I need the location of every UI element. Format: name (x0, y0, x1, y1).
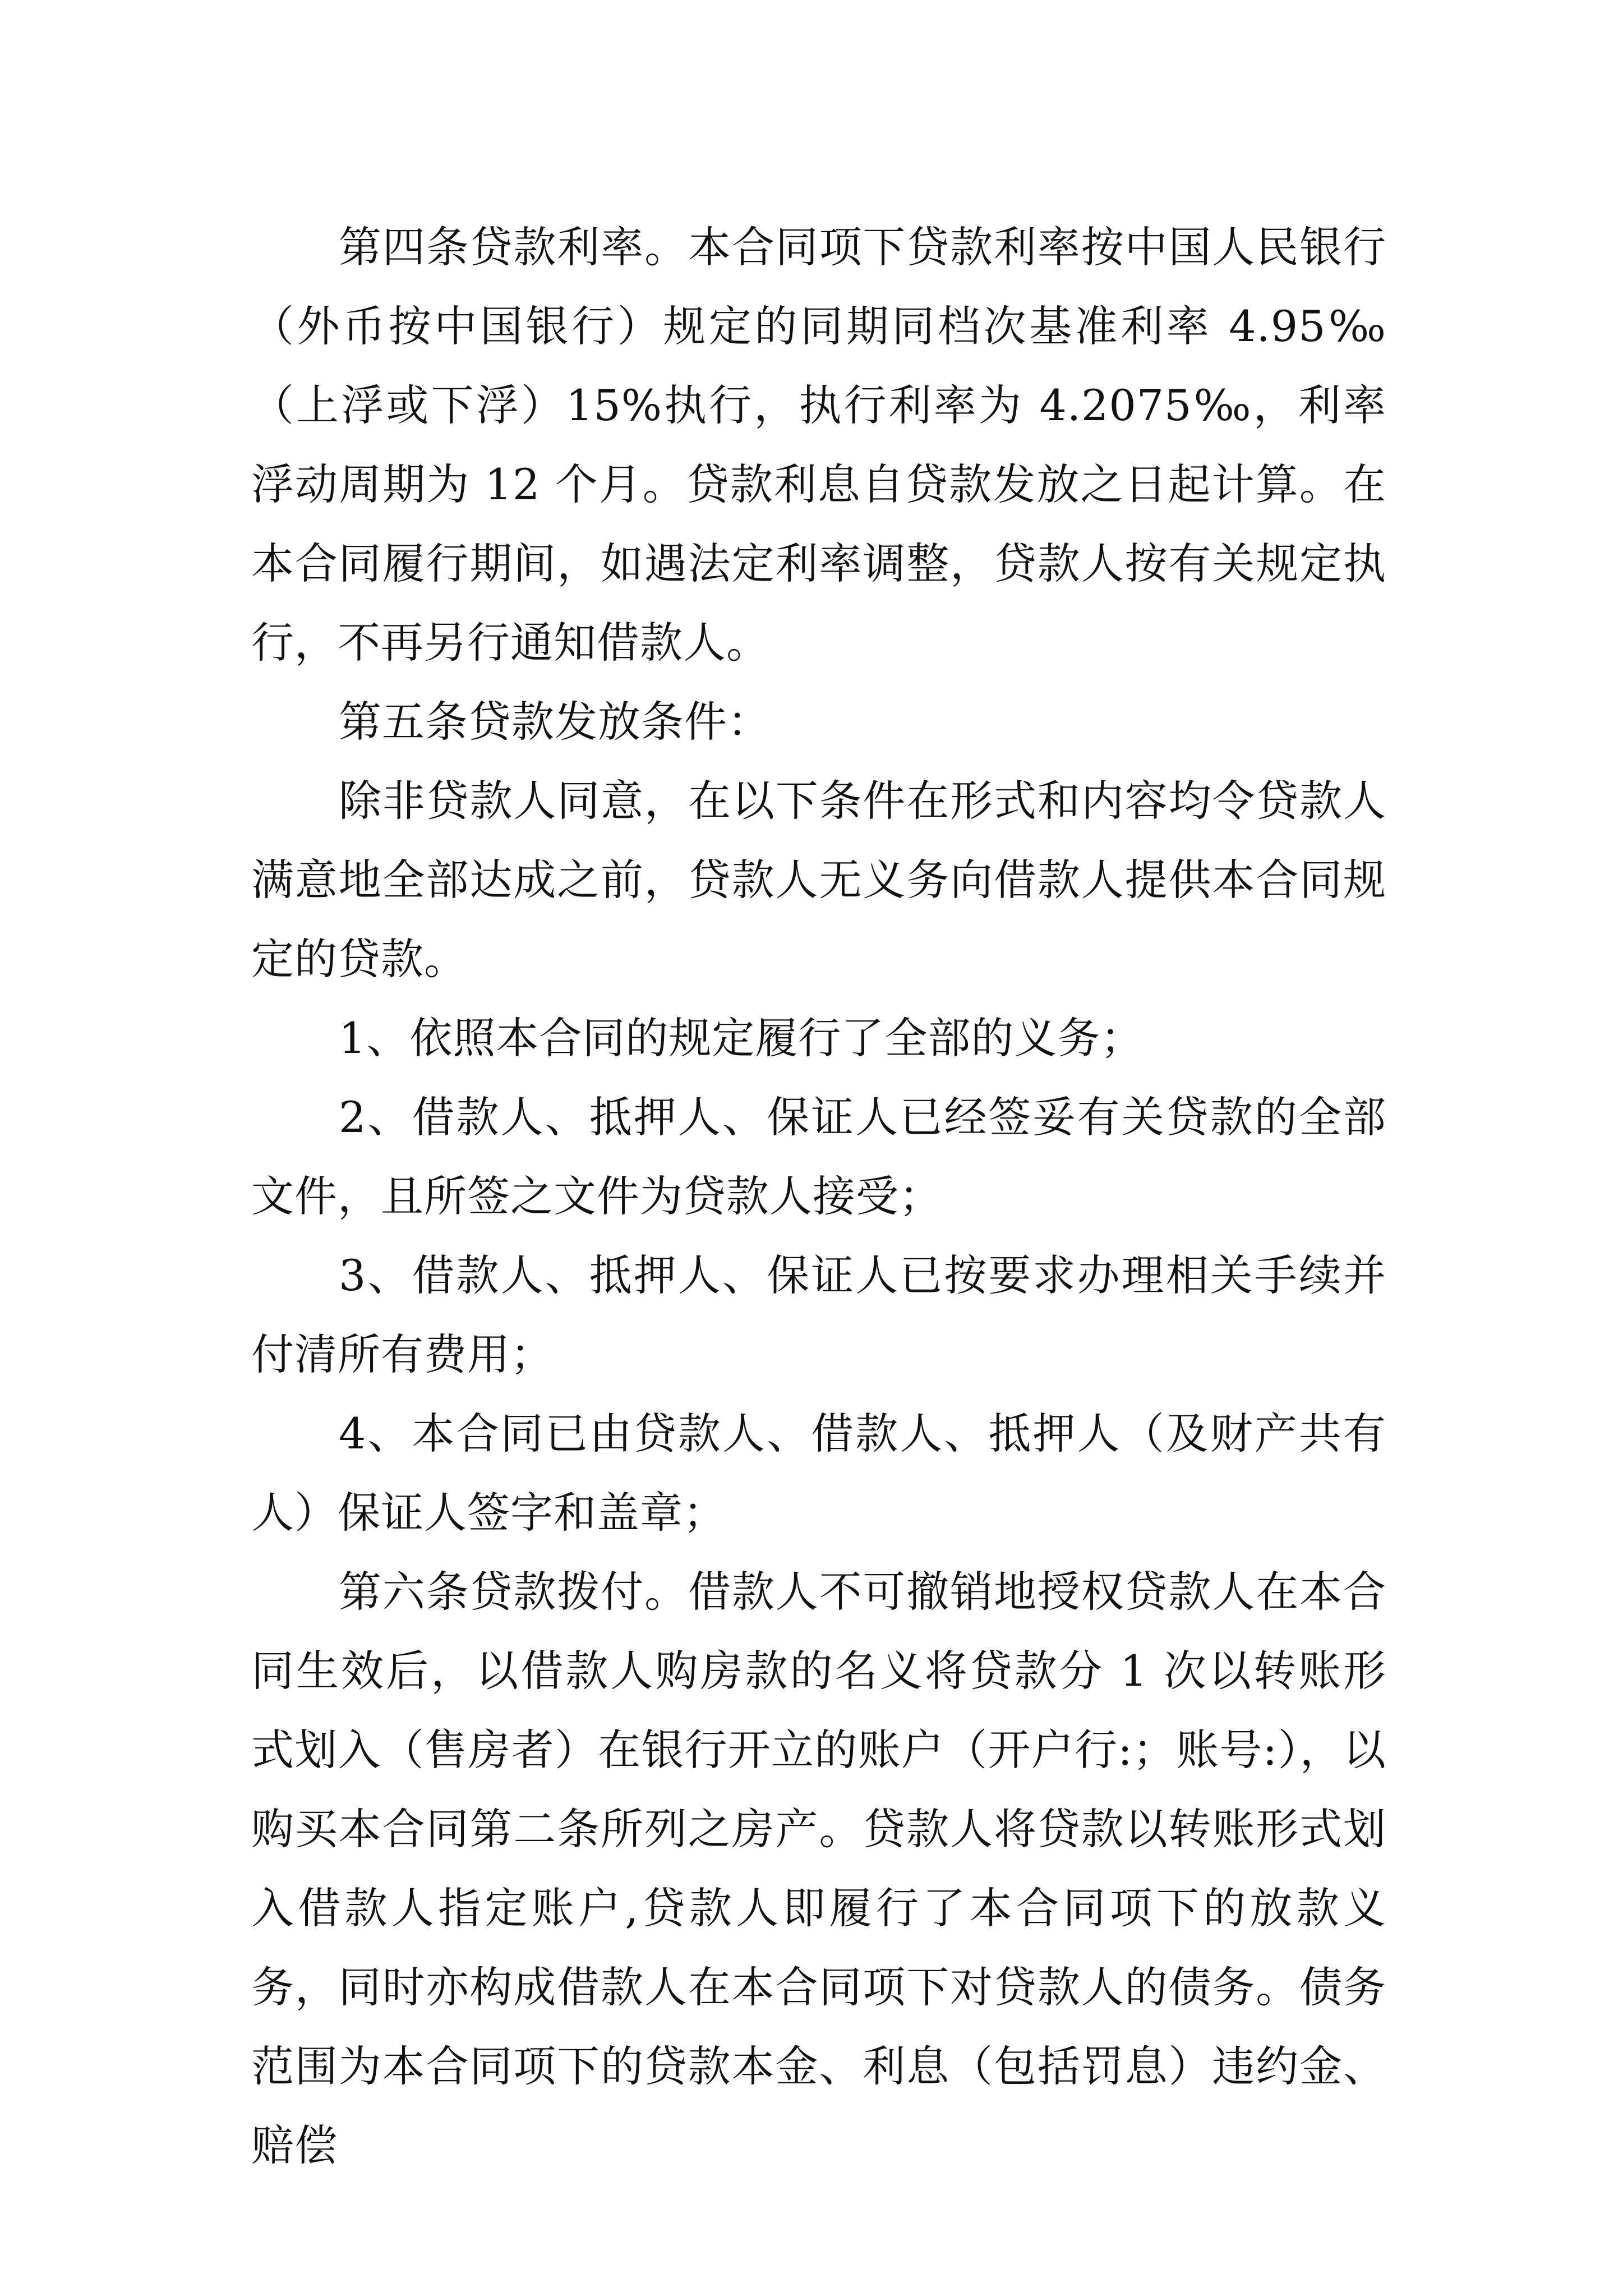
paragraph-article-6-disbursement: 第六条贷款拨付。借款人不可撤销地授权贷款人在本合同生效后，以借款人购房款的名义将贷款分 1 次以转账形式划入（售房者）在银行开立的账户（开户行:；账号:），以购买本合同第二条所列之房产。贷款人将贷款以转账形式划入借款人指定账户,贷款人即履行了本合同项下的放款义务，同时亦构成借款人在本合同项下对贷款人的债务。债务范围为本合同项下的贷款本金、利息（包括罚息）违约金、赔偿 (251, 1567, 1386, 2170)
paragraph-article-4-interest-rate: 第四条贷款利率。本合同项下贷款利率按中国人民银行（外币按中国银行）规定的同期同档次基准利率 4.95‰（上浮或下浮）15%执行，执行利率为 4.2075‰，利率浮动周期为 12 个月。贷款利息自贷款发放之日起计算。在本合同履行期间，如遇法定利率调整，贷款人按有关规定执行，不再另行通知借款人。 (251, 222, 1386, 668)
paragraph-condition-4: 4、本合同已由贷款人、借款人、抵押人（及财产共有人）保证人签字和盖章； (251, 1409, 1386, 1538)
paragraph-condition-2: 2、借款人、抵押人、保证人已经签妥有关贷款的全部文件，且所签之文件为贷款人接受； (251, 1092, 1386, 1221)
paragraph-article-5-heading: 第五条贷款发放条件： (339, 697, 771, 747)
paragraph-condition-3: 3、借款人、抵押人、保证人已按要求办理相关手续并付清所有费用； (251, 1250, 1386, 1379)
paragraph-condition-1: 1、依照本合同的规定履行了全部的义务； (339, 1013, 1144, 1063)
document-body (251, 208, 1386, 2185)
paragraph-article-5-intro: 除非贷款人同意，在以下条件在形式和内容均令贷款人满意地全部达成之前，贷款人无义务向借款人提供本合同规定的贷款。 (251, 776, 1386, 984)
